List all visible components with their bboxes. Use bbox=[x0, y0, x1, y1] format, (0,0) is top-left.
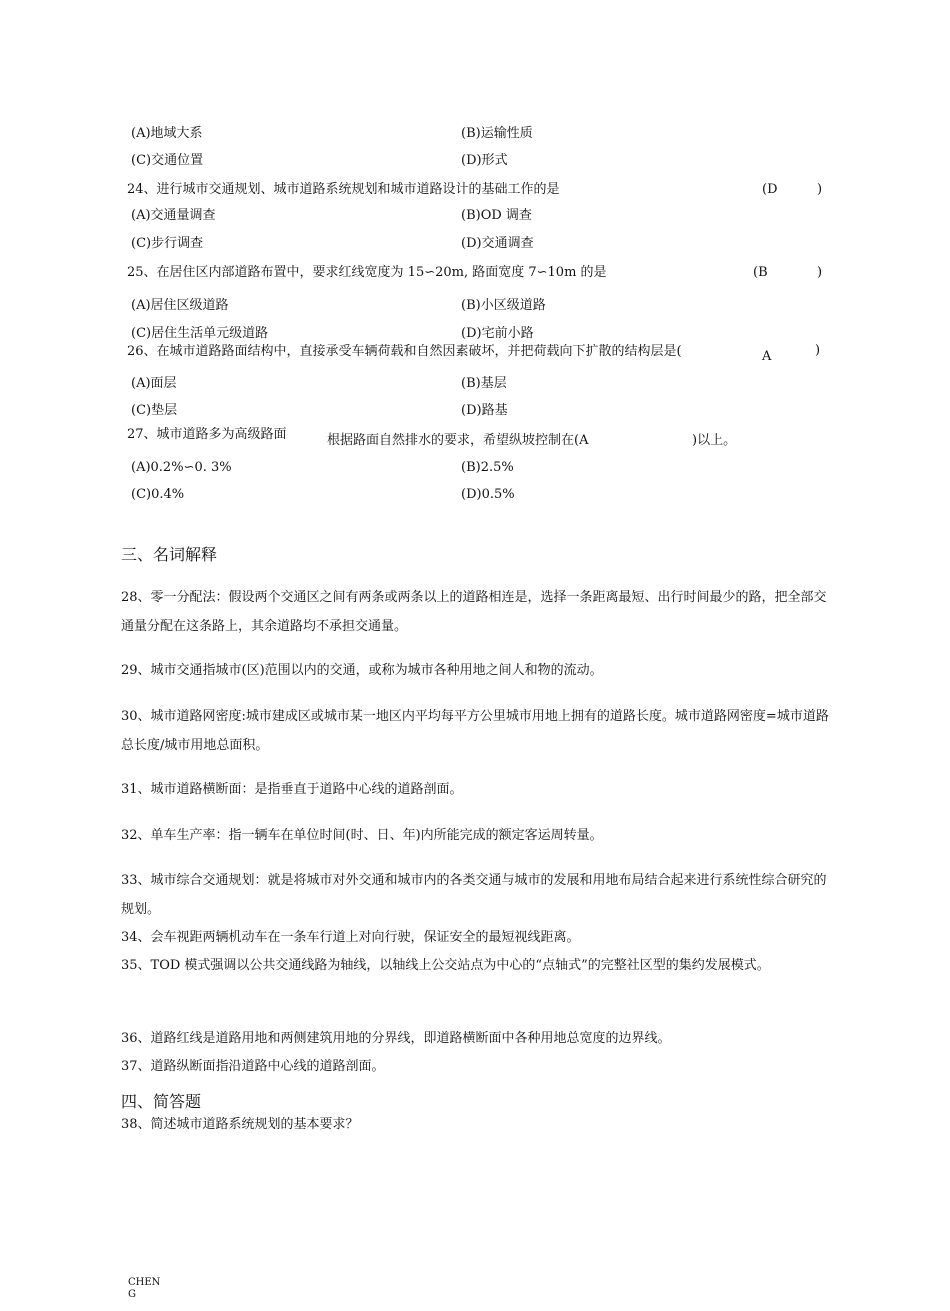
question-26-answer: A bbox=[762, 349, 772, 364]
q27-option-c: (C)0.4% bbox=[131, 487, 185, 502]
question-24-answer: (D bbox=[762, 182, 778, 197]
definition-item: 30、城市道路网密度:城市建成区或城市某一地区内平均每平方公里城市用地上拥有的道路长度。城市道路网密度=城市道路总长度/城市用地总面积。 bbox=[121, 709, 829, 753]
definition-item: 32、单车生产率：指一辆车在单位时间(时、日、年)内所能完成的额定客运周转量。 bbox=[121, 828, 603, 843]
section-heading-short-answer: 四、简答题 bbox=[121, 1092, 202, 1111]
footer-text-line-2: G bbox=[128, 1289, 136, 1300]
question-27-end: )以上。 bbox=[692, 433, 737, 448]
q27-option-b: (B)2.5% bbox=[461, 460, 514, 475]
section-heading-definitions: 三、名词解释 bbox=[121, 545, 218, 564]
question-26: 26、在城市道路路面结构中，直接承受车辆荷载和自然因素破坏，并把荷载向下扩散的结构层是( bbox=[127, 344, 682, 359]
q25-option-b: (B)小区级道路 bbox=[461, 298, 546, 313]
q25-option-c: (C)居住生活单元级道路 bbox=[131, 326, 269, 341]
definition-item: 29、城市交通指城市(区)范围以内的交通，或称为城市各种用地之间人和物的流动。 bbox=[121, 663, 603, 678]
definition-item: 31、城市道路横断面：是指垂直于道路中心线的道路剖面。 bbox=[121, 782, 463, 797]
definition-item: 36、道路红线是道路用地和两侧建筑用地的分界线，即道路横断面中各种用地总宽度的边界线。 bbox=[121, 1031, 671, 1046]
q23-option-d: (D)形式 bbox=[461, 153, 508, 168]
q24-option-a: (A)交通量调查 bbox=[131, 208, 216, 223]
q23-option-a: (A)地域大系 bbox=[131, 126, 203, 141]
question-25-answer-close: ) bbox=[817, 265, 823, 280]
q26-option-b: (B)基层 bbox=[461, 376, 507, 391]
q25-option-a: (A)居住区级道路 bbox=[131, 298, 229, 313]
question-24-answer-close: ) bbox=[817, 182, 823, 197]
q26-option-d: (D)路基 bbox=[461, 403, 508, 418]
question-26-answer-close: ) bbox=[815, 343, 821, 358]
question-24: 24、进行城市交通规划、城市道路系统规划和城市道路设计的基础工作的是 bbox=[127, 182, 560, 197]
definition-item: 28、零一分配法：假设两个交通区之间有两条或两条以上的道路相连是，选择一条距离最短、出行时间最少的路，把全部交通量分配在这条路上，其余道路均不承担交通量。 bbox=[121, 590, 827, 634]
question-25-answer: (B bbox=[753, 265, 768, 280]
question-38: 38、简述城市道路系统规划的基本要求？ bbox=[121, 1117, 359, 1132]
q24-option-b: (B)OD 调查 bbox=[461, 208, 532, 223]
q24-option-d: (D)交通调查 bbox=[461, 236, 534, 251]
q27-option-a: (A)0.2%∽0. 3% bbox=[131, 460, 232, 475]
q24-option-c: (C)步行调查 bbox=[131, 236, 204, 251]
question-25: 25、在居住区内部道路布置中，要求红线宽度为 15∽20m, 路面宽度 7∽10m 的是 bbox=[127, 265, 607, 280]
footer-text-line-1: CHEN bbox=[128, 1277, 161, 1288]
q25-option-d: (D)宅前小路 bbox=[461, 326, 534, 341]
q23-option-b: (B)运输性质 bbox=[461, 126, 533, 141]
q27-option-d: (D)0.5% bbox=[461, 487, 515, 502]
q23-option-c: (C)交通位置 bbox=[131, 153, 204, 168]
q26-option-a: (A)面层 bbox=[131, 376, 177, 391]
question-27: 27、城市道路多为高级路面 bbox=[127, 427, 287, 442]
definition-item: 34、会车视距两辆机动车在一条车行道上对向行驶，保证安全的最短视线距离。 bbox=[121, 930, 580, 945]
definition-item: 37、道路纵断面指沿道路中心线的道路剖面。 bbox=[121, 1059, 385, 1074]
definition-item: 33、城市综合交通规划：就是将城市对外交通和城市内的各类交通与城市的发展和用地布局结合起来进行系统性综合研究的规划。 bbox=[121, 873, 827, 917]
question-27-continued: 根据路面自然排水的要求，希望纵坡控制在(A bbox=[327, 433, 589, 448]
definition-item: 35、TOD 模式强调以公共交通线路为轴线，以轴线上公交站点为中心的“点轴式”的完整社区型的集约发展模式。 bbox=[121, 958, 770, 973]
q26-option-c: (C)垫层 bbox=[131, 403, 178, 418]
